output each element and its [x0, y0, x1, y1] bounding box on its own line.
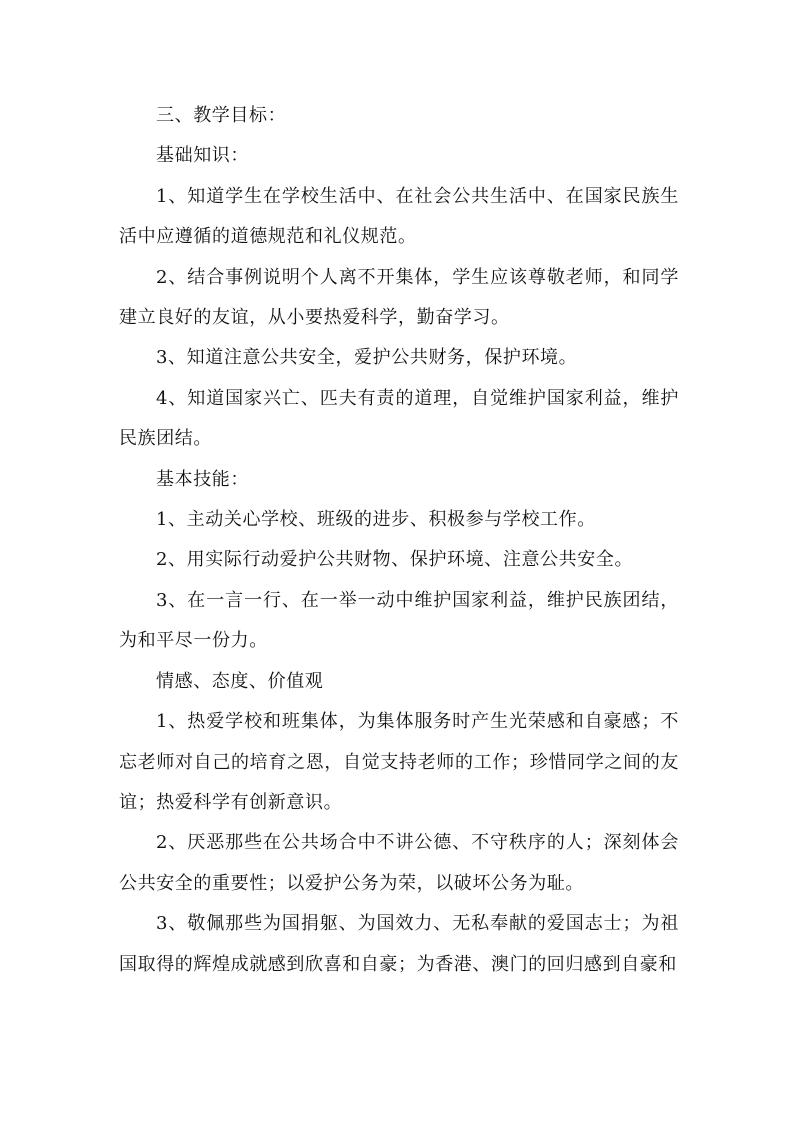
paragraph-skills-3: 3、在一言一行、在一举一动中维护国家利益，维护民族团结，为和平尽一份力。 [119, 589, 679, 652]
paragraph-knowledge-4: 4、知道国家兴亡、匹夫有责的道理，自觉维护国家利益，维护民族团结。 [119, 387, 679, 450]
paragraph-values-1: 1、热爱学校和班集体，为集体服务时产生光荣感和自豪感；不忘老师对自己的培育之恩，自觉支持老师的工作；珍惜同学之间的友谊；热爱科学有创新意识。 [119, 711, 679, 813]
paragraph-values-3: 3、敬佩那些为国捐躯、为国效力、无私奉献的爱国志士；为祖国取得的辉煌成就感到欣喜和自豪；为香港、澳门的回归感到自豪和 [119, 913, 679, 975]
subheading-basic-knowledge: 基础知识： [156, 145, 249, 167]
subheading-emotion-attitude-values: 情感、态度、价值观 [156, 670, 324, 692]
paragraph-knowledge-1: 1、知道学生在学校生活中、在社会公共生活中、在国家民族生活中应遵循的道德规范和礼仪规范。 [119, 185, 679, 248]
subheading-basic-skills: 基本技能： [156, 468, 249, 490]
paragraph-skills-1: 1、主动关心学校、班级的进步、积极参与学校工作。 [156, 509, 596, 531]
document-body [119, 96, 679, 985]
paragraph-values-2: 2、厌恶那些在公共场合中不讲公德、不守秩序的人；深刻体会公共安全的重要性；以爱护公务为荣，以破坏公务为耻。 [119, 832, 679, 894]
paragraph-knowledge-3: 3、知道注意公共安全，爱护公共财务，保护环境。 [156, 347, 578, 369]
paragraph-skills-2: 2、用实际行动爱护公共财物、保护环境、注意公共安全。 [156, 549, 634, 571]
section-heading-teaching-goals: 三、教学目标： [156, 105, 287, 126]
paragraph-knowledge-2: 2、结合事例说明个人离不开集体，学生应该尊敬老师，和同学建立良好的友谊，从小要热爱科学，勤奋学习。 [119, 266, 679, 329]
